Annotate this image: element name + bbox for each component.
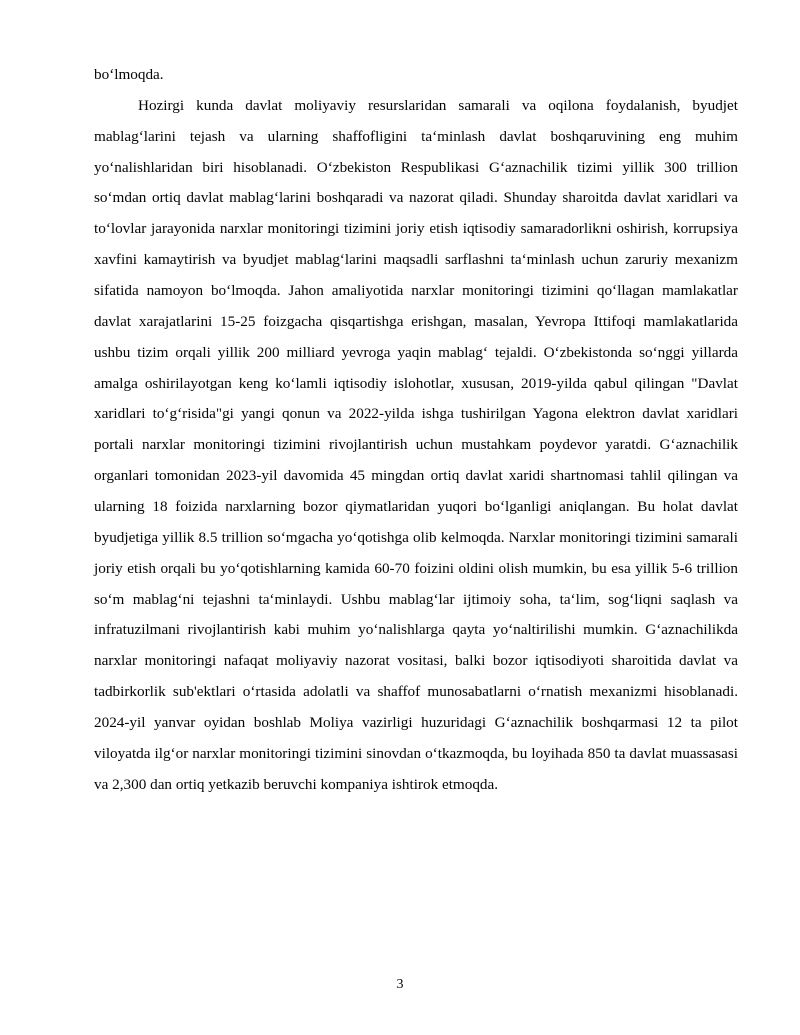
- paragraph-continuation: bo‘lmoqda.: [94, 66, 164, 83]
- page-number: 3: [396, 977, 404, 992]
- paragraph-main-body: Hozirgi kunda davlat moliyaviy resurslaridan samarali va oqilona foydalanish, byudjet mablag‘larini tejash va ularning shaffofligini ta‘minlash davlat boshqaruvining eng muhim yo‘nalishlaridan biri hisoblanadi. O‘zbekiston Respublikasi G‘aznachilik tizimi yillik 300 trillion so‘mdan ortiq davlat mablag‘larini boshqaradi va nazorat qiladi. Shunday sharoitda davlat xaridlari va to‘lovlar jarayonida narxlar monitoringi tizimini joriy etish iqtisodiy samaradorlikni oshirish, korrupsiya xavfini kamaytirish va byudjet mablag‘larini maqsadli sarflashni ta‘minlash uchun zaruriy mexanizm sifatida namoyon bo‘lmoqda. Jahon amaliyotida narxlar monitoringi tizimini qo‘llagan mamlakatlar davlat xarajatlarini 15-25 foizgacha qisqartishga erishgan, masalan, Yevropa Ittifoqi mamlakatlarida ushbu tizim orqali yillik 200 milliard yevroga yaqin mablag‘ tejaldi. O‘zbekistonda so‘nggi yillarda amalga oshirilayotgan keng ko‘lamli iqtisodiy islohotlar, xususan, 2019-yilda qabul qilingan "Davlat xaridlari to‘g‘risida"gi yangi qonun va 2022-yilda ishga tushirilgan Yagona elektron davlat xaridlari portali narxlar monitoringi tizimini rivojlantirish uchun mustahkam poydevor yaratdi. G‘aznachilik organlari tomonidan 2023-yil davomida 45 mingdan ortiq davlat xaridi shartnomasi tahlil qilingan va ularning 18 foizida narxlarning bozor qiymatlaridan yuqori bo‘lganligi aniqlangan. Bu holat davlat byudjetiga yillik 8.5 trillion so‘mgacha yo‘qotishga olib kelmoqda. Narxlar monitoringi tizimini samarali joriy etish orqali bu yo‘qotishlarning kamida 60-70 foizini oldini olish mumkin, bu esa yillik 5-6 trillion so‘m mablag‘ni tejashni ta‘minlaydi. Ushbu mablag‘lar ijtimoiy soha, ta‘lim, sog‘liqni saqlash va infratuzilmani rivojlantirish kabi muhim yo‘nalishlarga qayta yo‘naltirilishi mumkin. G‘aznachilikda narxlar monitoringi nafaqat moliyaviy nazorat vositasi, balki bozor iqtisodiyoti sharoitida davlat va tadbirkorlik sub'ektlari o‘rtasida adolatli va shaffof munosabatlarni o‘rnatish mexanizmi hisoblanadi. 2024-yil yanvar oyidan boshlab Moliya vazirligi huzuridagi G‘aznachilik boshqarmasi 12 ta pilot viloyatda ilg‘or narxlar monitoringi tizimini sinovdan o‘tkazmoqda, bu loyihada 850 ta davlat muassasasi va 2,300 dan ortiq yetkazib beruvchi kompaniya ishtirok etmoqda.: [94, 96, 738, 793]
- document-body: [94, 60, 738, 801]
